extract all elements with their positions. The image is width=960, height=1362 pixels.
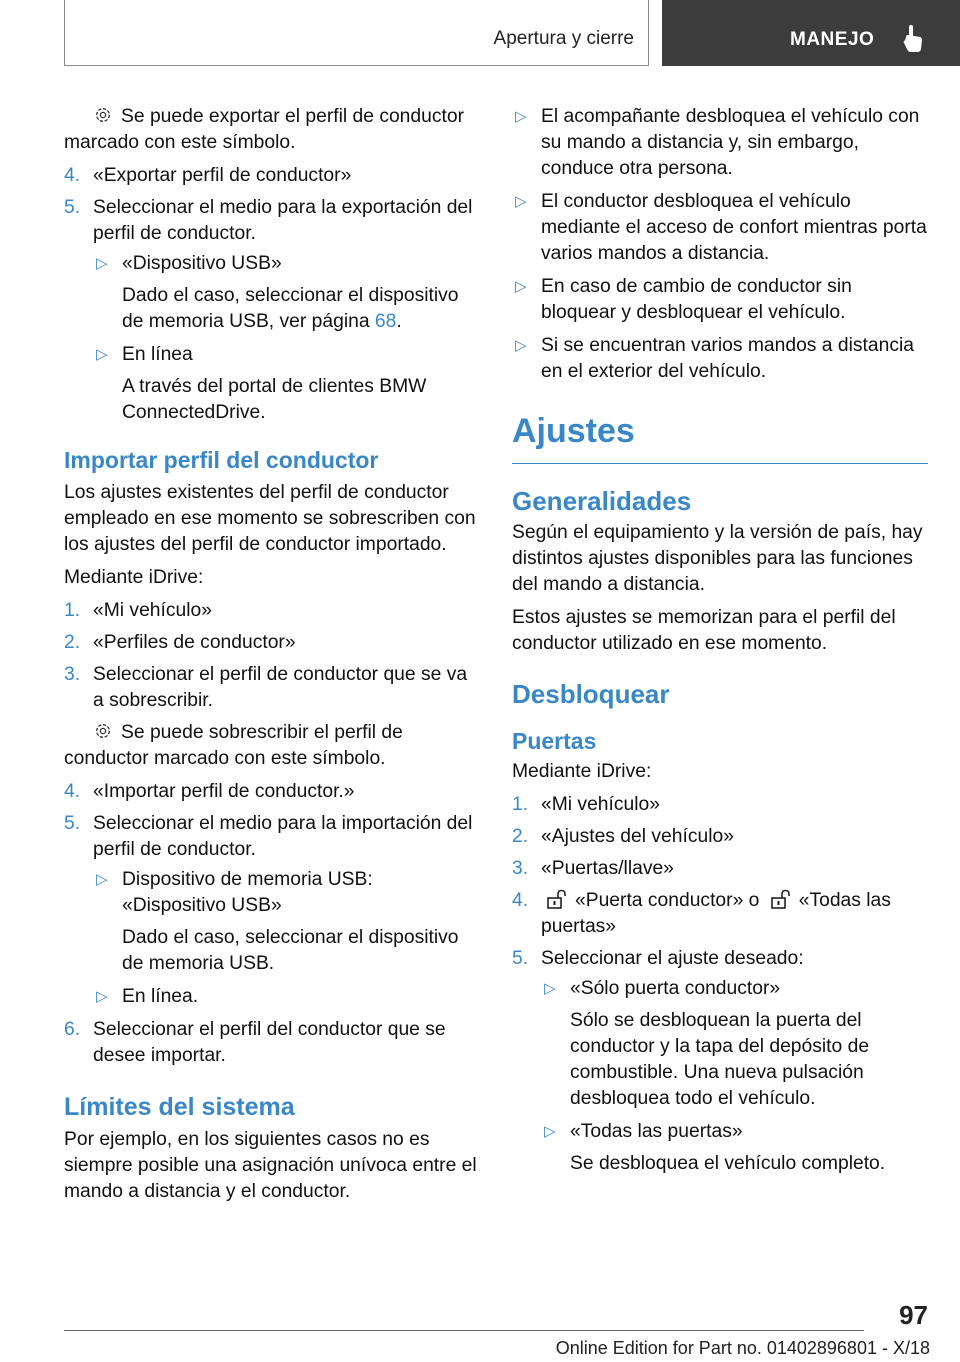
generalidades-heading: Generalidades <box>512 486 692 516</box>
triangle-bullet-icon: ▷ <box>96 255 108 272</box>
triangle-bullet-icon: ▷ <box>96 346 108 363</box>
export-steps-list <box>64 163 482 426</box>
list-item: 2. «Ajustes del vehículo» <box>512 826 734 847</box>
limits-list <box>512 104 928 385</box>
unlock-icon <box>545 889 567 909</box>
triangle-bullet-icon: ▷ <box>515 108 527 125</box>
triangle-bullet-icon: ▷ <box>544 980 556 997</box>
import-options-list <box>93 867 482 1010</box>
section-divider <box>512 463 928 464</box>
list-item: 3. Seleccionar el perfil de conductor que se va a sobrescribir. <box>64 664 468 711</box>
list-item: 4. «Puerta conductor» o «Todas las puertas» <box>512 890 891 937</box>
generalidades-p2: Estos ajustes se memorizan para el perfil del conductor utilizado en ese momento. <box>512 607 896 654</box>
footer-edition: Online Edition for Part no. 01402896801 - X/18 <box>555 1338 930 1358</box>
gear-symbol-icon <box>93 721 113 741</box>
import-heading: Importar perfil del conductor <box>64 447 379 473</box>
list-item: 1. «Mi vehículo» <box>64 600 212 621</box>
idrive-label: Mediante iDrive: <box>64 567 204 588</box>
list-item: 1. «Mi vehículo» <box>512 794 660 815</box>
header-section-title: Apertura y cierre <box>493 28 634 49</box>
list-item: ▷ El acompañante desbloquea el vehículo con su mando a distancia y, sin embargo, conduce otra persona. <box>515 106 920 179</box>
header-chapter-tab <box>662 0 960 66</box>
export-options-list <box>93 251 482 426</box>
list-item: 5. Seleccionar el medio para la importación del perfil de conductor. ▷ Dispositivo de memoria USB: «Dispositivo USB» Dado el caso, seleccionar el dispositivo de memoria USB. ▷ En línea. <box>64 811 482 1010</box>
list-item: ▷ «Dispositivo USB» Dado el caso, seleccionar el dispositivo de memoria USB, ver página 68. <box>96 253 459 332</box>
ajustes-heading: Ajustes <box>512 412 635 450</box>
hand-pointer-icon <box>900 24 926 54</box>
export-note: Se puede exportar el perfil de conductor marcado con este símbolo. <box>64 106 464 153</box>
triangle-bullet-icon: ▷ <box>96 871 108 888</box>
unlock-steps-list <box>512 792 928 1177</box>
list-item: ▷ Dispositivo de memoria USB: «Dispositivo USB» Dado el caso, seleccionar el dispositivo de memoria USB. <box>96 869 459 974</box>
list-item: 5. Seleccionar el medio para la exportación del perfil de conductor. ▷ «Dispositivo USB» Dado el caso, seleccionar el dispositivo de memoria USB, ver página 68. ▷ En línea A través del portal de clientes BMW ConnectedDrive. <box>64 195 482 426</box>
triangle-bullet-icon: ▷ <box>96 988 108 1005</box>
left-column <box>64 100 482 1212</box>
overwrite-note: Se puede sobrescribir el perfil de conductor marcado con este símbolo. <box>64 722 403 769</box>
header-chapter-title: MANEJO <box>790 29 875 50</box>
list-item: ▷ En línea A través del portal de clientes BMW ConnectedDrive. <box>96 344 427 423</box>
list-item: ▷ «Todas las puertas» Se desbloquea el vehículo completo. <box>544 1121 886 1174</box>
page-link[interactable]: 68 <box>374 311 397 332</box>
list-item: 3. «Puertas/llave» <box>512 858 674 879</box>
list-item: ▷ En línea. <box>93 984 482 1010</box>
list-item: ▷ El conductor desbloquea el vehículo mediante el acceso de confort mientras porta varios mandos a distancia. <box>515 191 927 264</box>
generalidades-p1: Según el equipamiento y la versión de país, hay distintos ajustes disponibles para las funciones del mando a distancia. <box>512 522 923 595</box>
triangle-bullet-icon: ▷ <box>515 337 527 354</box>
import-intro: Los ajustes existentes del perfil de conductor empleado en ese momento se sobrescriben con los ajustes del perfil de conductor importado. <box>64 482 476 555</box>
list-item: 4. «Importar perfil de conductor.» <box>64 781 355 802</box>
list-item: ▷ «Sólo puerta conductor» Sólo se desbloquean la puerta del conductor y la tapa del depósito de combustible. Una nueva pulsación desbloquea todo el vehículo. <box>544 978 870 1109</box>
import-steps-list-b <box>64 779 482 1069</box>
right-column <box>512 100 928 1184</box>
list-item: 6. Seleccionar el perfil del conductor que se desee importar. <box>64 1019 446 1066</box>
list-item: ▷ Si se encuentran varios mandos a distancia en el exterior del vehículo. <box>515 335 914 382</box>
unlock-icon <box>769 889 791 909</box>
list-item: ▷ En caso de cambio de conductor sin bloquear y desbloquear el vehículo. <box>515 276 852 323</box>
header-section-tab <box>64 0 649 66</box>
gear-symbol-icon <box>93 105 113 125</box>
page-number: 97 <box>899 1300 928 1330</box>
triangle-bullet-icon: ▷ <box>515 278 527 295</box>
limits-heading: Límites del sistema <box>64 1093 295 1121</box>
idrive-label: Mediante iDrive: <box>512 761 652 782</box>
triangle-bullet-icon: ▷ <box>515 193 527 210</box>
list-item: 2. «Perfiles de conductor» <box>64 632 296 653</box>
puertas-heading: Puertas <box>512 728 597 754</box>
triangle-bullet-icon: ▷ <box>544 1123 556 1140</box>
limits-intro: Por ejemplo, en los siguientes casos no es siempre posible una asignación unívoca entre el mando a distancia y el conductor. <box>64 1129 477 1202</box>
unlock-options-list <box>541 976 928 1177</box>
footer-divider <box>64 1330 864 1331</box>
list-item: 4. «Exportar perfil de conductor» <box>64 165 352 186</box>
desbloquear-heading: Desbloquear <box>512 679 670 709</box>
list-item: 5. Seleccionar el ajuste deseado: ▷ «Sólo puerta conductor» Sólo se desbloquean la puerta del conductor y la tapa del depósito de combustible. Una nueva pulsación desbloquea todo el vehículo. ▷ «Todas las puertas» Se desbloquea el vehículo completo. <box>512 946 928 1177</box>
import-steps-list <box>64 598 482 714</box>
